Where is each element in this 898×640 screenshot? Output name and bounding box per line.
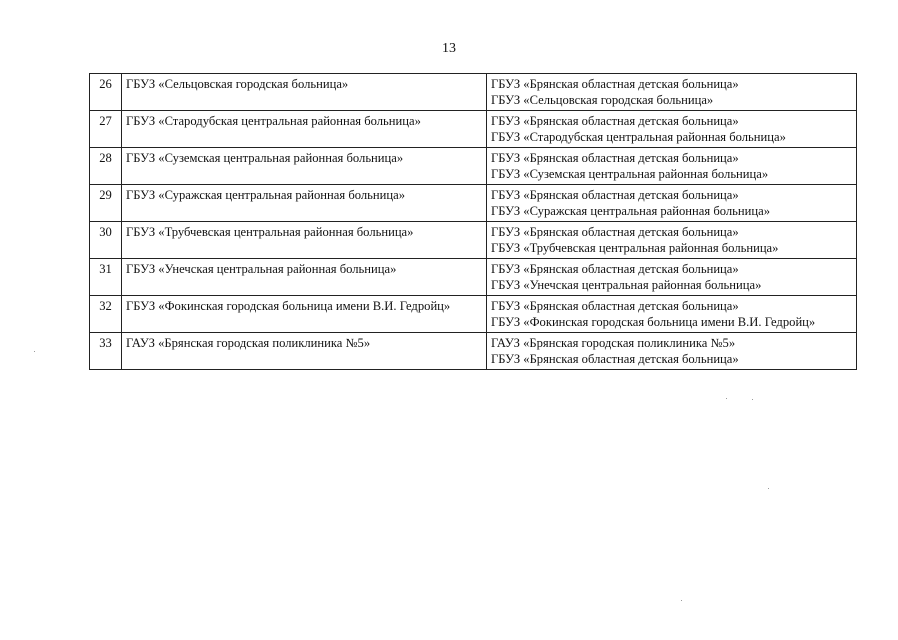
table-row: [90, 296, 857, 333]
lab-name: ГБУЗ «Суражская центральная районная больница»: [491, 204, 770, 218]
row-number: 26: [90, 74, 122, 111]
organization-name: ГБУЗ «Сельцовская городская больница»: [126, 77, 349, 91]
lab-name: ГБУЗ «Брянская областная детская больница»: [491, 299, 739, 313]
organization-cell: [122, 185, 487, 222]
row-number: 29: [90, 185, 122, 222]
lab-name: ГБУЗ «Брянская областная детская больница»: [491, 188, 739, 202]
lab-name: ГБУЗ «Брянская областная детская больница»: [491, 225, 739, 239]
table-row: [90, 333, 857, 370]
row-number: 31: [90, 259, 122, 296]
lab-name: ГБУЗ «Трубчевская центральная районная больница»: [491, 241, 779, 255]
lab-cell: [487, 333, 857, 370]
organization-name: ГБУЗ «Стародубская центральная районная больница»: [126, 114, 421, 128]
organization-cell: [122, 222, 487, 259]
organization-name: ГБУЗ «Суражская центральная районная больница»: [126, 188, 405, 202]
lab-name: ГБУЗ «Фокинская городская больница имени В.И. Гедройц»: [491, 315, 816, 329]
row-number: 28: [90, 148, 122, 185]
scan-speck: [726, 398, 727, 399]
lab-cell: [487, 222, 857, 259]
lab-name: ГБУЗ «Брянская областная детская больница»: [491, 77, 739, 91]
organization-name: ГБУЗ «Трубчевская центральная районная больница»: [126, 225, 414, 239]
table-row: [90, 259, 857, 296]
hospital-assignment-table: [89, 73, 857, 370]
row-number: 32: [90, 296, 122, 333]
lab-name: ГБУЗ «Брянская областная детская больница»: [491, 352, 739, 366]
organization-name: ГАУЗ «Брянская городская поликлиника №5»: [126, 336, 371, 350]
row-number: 27: [90, 111, 122, 148]
lab-cell: [487, 259, 857, 296]
lab-cell: [487, 74, 857, 111]
organization-name: ГБУЗ «Фокинская городская больница имени В.И. Гедройц»: [126, 299, 451, 313]
scan-speck: [681, 600, 682, 601]
lab-cell: [487, 185, 857, 222]
lab-name: ГБУЗ «Брянская областная детская больница»: [491, 262, 739, 276]
lab-name: ГАУЗ «Брянская городская поликлиника №5»: [491, 336, 736, 350]
organization-cell: [122, 333, 487, 370]
lab-name: ГБУЗ «Брянская областная детская больница»: [491, 151, 739, 165]
organization-name: ГБУЗ «Суземская центральная районная больница»: [126, 151, 404, 165]
organization-name: ГБУЗ «Унечская центральная районная больница»: [126, 262, 397, 276]
page-number: 13: [442, 41, 456, 56]
scan-speck: [752, 399, 753, 400]
organization-cell: [122, 111, 487, 148]
row-number: 30: [90, 222, 122, 259]
lab-cell: [487, 148, 857, 185]
organization-cell: [122, 148, 487, 185]
table-row: [90, 74, 857, 111]
organization-cell: [122, 259, 487, 296]
table-row: [90, 222, 857, 259]
table-row: [90, 111, 857, 148]
lab-cell: [487, 111, 857, 148]
lab-name: ГБУЗ «Стародубская центральная районная больница»: [491, 130, 786, 144]
row-number: 33: [90, 333, 122, 370]
lab-name: ГБУЗ «Сельцовская городская больница»: [491, 93, 714, 107]
organization-cell: [122, 74, 487, 111]
organization-cell: [122, 296, 487, 333]
lab-cell: [487, 296, 857, 333]
scan-speck: [34, 351, 35, 352]
lab-name: ГБУЗ «Унечская центральная районная больница»: [491, 278, 762, 292]
lab-name: ГБУЗ «Брянская областная детская больница»: [491, 114, 739, 128]
scan-speck: [768, 488, 769, 489]
table-row: [90, 148, 857, 185]
lab-name: ГБУЗ «Суземская центральная районная больница»: [491, 167, 769, 181]
table-row: [90, 185, 857, 222]
